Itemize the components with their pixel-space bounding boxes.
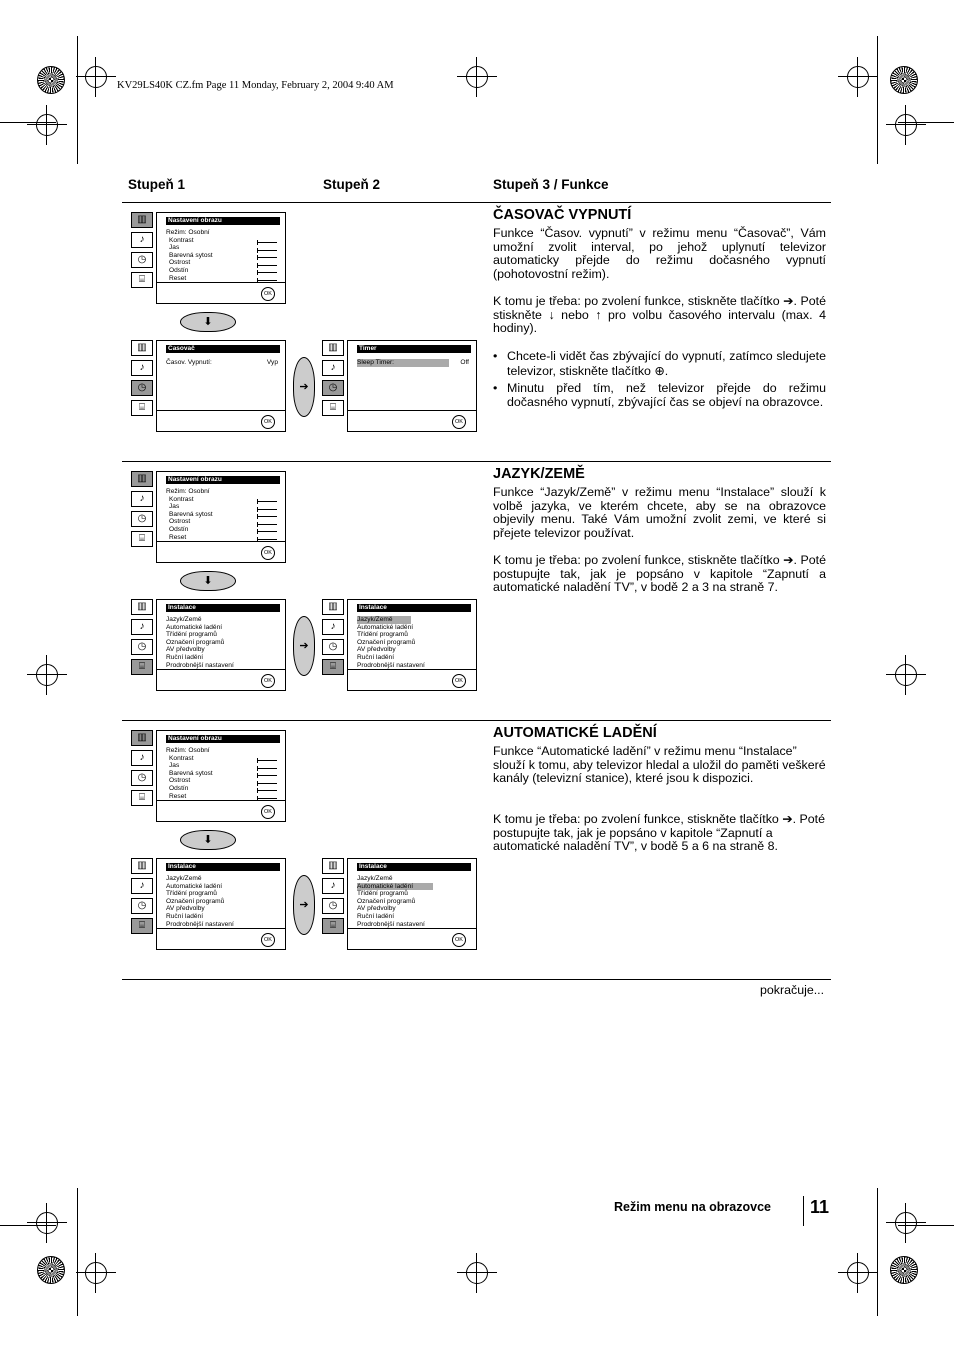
- menu-item-selected: Automatické ladění: [357, 883, 433, 891]
- menu-screen-timer-selected: [347, 340, 477, 432]
- section-paragraph: Funkce “Časov. vypnutí” v režimu menu “Časovač”, Vám umožní zvolit interval, po jehož uplynutí televizor automaticky přejde do režimu dočasného vypnutí (pohotovostní režim).: [493, 226, 826, 281]
- menu-item: Odstín: [169, 784, 189, 792]
- column-step1-heading: Stupeň 1: [128, 177, 186, 192]
- slider-icon: [257, 539, 277, 540]
- crop-mark: [77, 36, 78, 164]
- sound-menu-icon: ♪: [322, 619, 344, 635]
- slider-icon: [257, 265, 277, 266]
- section-divider: [122, 461, 831, 462]
- menu-title: Instalace: [166, 604, 280, 612]
- ok-icon: OK: [261, 805, 275, 819]
- menu-items: [357, 875, 433, 928]
- slider-icon: [257, 760, 277, 761]
- column-step2-heading: Stupeň 2: [323, 177, 381, 192]
- menu-item: Ostrost: [169, 518, 191, 526]
- menu-item: Reset: [169, 274, 187, 282]
- registration-disc-icon: [37, 1256, 65, 1284]
- continues-note: pokračuje...: [760, 983, 825, 997]
- menu-item: Jas: [169, 503, 180, 511]
- registration-target-icon: [847, 1262, 869, 1284]
- section-title: JAZYK/ZEMĚ: [493, 466, 585, 482]
- menu-item: Třídění programů: [357, 631, 408, 639]
- registration-target-icon: [36, 1212, 58, 1234]
- slider-icon: [257, 257, 277, 258]
- menu-item: Odstín: [169, 266, 189, 274]
- menu-item: Prodrobnější nastavení: [166, 920, 234, 928]
- registration-target-icon: [895, 114, 917, 136]
- ok-icon: OK: [452, 415, 466, 429]
- menu-icon-column: [131, 471, 153, 551]
- down-arrow-button-icon: ⬇: [180, 571, 236, 591]
- install-menu-icon: ⌸: [131, 659, 153, 675]
- registration-target-icon: [36, 114, 58, 136]
- bullet-list: [493, 349, 826, 412]
- install-menu-icon: ⌸: [322, 918, 344, 934]
- menu-item: Prodrobnější nastavení: [357, 920, 425, 928]
- menu-icon-column: [131, 858, 153, 938]
- registration-target-icon: [466, 1262, 488, 1284]
- section-paragraph: Funkce “Automatické ladění” v režimu menu “Instalace” slouží k tomu, aby televizor hledal a uložil do paměti veškeré kanály (televizní stanice), které jsou k dispozici.: [493, 744, 826, 786]
- slider-icon: [257, 783, 277, 784]
- menu-title: Timer: [357, 345, 471, 353]
- footer-section-name: Režim menu na obrazovce: [614, 1200, 771, 1214]
- down-arrow-button-icon: ⬇: [180, 312, 236, 332]
- section-title: AUTOMATICKÉ LADĚNÍ: [493, 725, 657, 741]
- picture-menu-icon: ▥: [131, 599, 153, 615]
- menu-item: Ruční ladění: [357, 912, 395, 920]
- menu-screen-install-autotune: [347, 858, 477, 950]
- menu-item: Režim: Osobní: [166, 229, 210, 236]
- slider-icon: [257, 790, 277, 791]
- menu-item: Třídění programů: [166, 890, 217, 898]
- menu-title: Instalace: [166, 863, 280, 871]
- right-arrow-button-icon: ➔: [293, 616, 315, 676]
- menu-item: Jazyk/Země: [166, 875, 202, 882]
- menu-icon-column: [131, 212, 153, 292]
- install-menu-icon: ⌸: [322, 400, 344, 416]
- section-paragraph: Funkce “Jazyk/Země” v režimu menu “Instalace” slouží k volbě jazyka, ve kterém chcete, aby se na obrazovce objevily menu. Také Vám umožní zvolit zemi, ve které si přejete televizor používat.: [493, 485, 826, 540]
- menu-screen-install: [156, 858, 286, 950]
- timer-menu-icon: ◷: [322, 639, 344, 655]
- menu-items: [357, 616, 425, 669]
- section-paragraph: K tomu je třeba: po zvolení funkce, stiskněte tlačítko ➔. Poté postupujte tak, jak je popsáno v kapitole “Zapnutí a automatické naladění TV”, v bodě 2 a 3 na straně 7.: [493, 553, 826, 595]
- install-menu-icon: ⌸: [131, 531, 153, 547]
- slider-icon: [257, 768, 277, 769]
- menu-item: Prodrobnější nastavení: [357, 661, 425, 669]
- menu-title: Instalace: [357, 863, 471, 871]
- install-menu-icon: ⌸: [322, 659, 344, 675]
- registration-target-icon: [847, 66, 869, 88]
- timer-menu-icon: ◷: [322, 898, 344, 914]
- registration-target-icon: [85, 1262, 107, 1284]
- ok-icon: OK: [261, 674, 275, 688]
- menu-title: Nastavení obrazu: [166, 735, 280, 743]
- menu-items: [166, 875, 234, 928]
- install-menu-icon: ⌸: [131, 272, 153, 288]
- menu-items: [166, 616, 234, 669]
- menu-screen-install-language: [347, 599, 477, 691]
- picture-menu-icon: ▥: [131, 212, 153, 228]
- menu-item: Třídění programů: [357, 890, 408, 898]
- slider-icon: [257, 775, 277, 776]
- registration-target-icon: [895, 1212, 917, 1234]
- registration-target-icon: [466, 66, 488, 88]
- install-menu-icon: ⌸: [131, 790, 153, 806]
- timer-menu-icon: ◷: [131, 511, 153, 527]
- registration-disc-icon: [37, 66, 65, 94]
- menu-item: Kontrast: [169, 754, 194, 762]
- menu-item: Automatické ladění: [166, 623, 223, 631]
- sound-menu-icon: ♪: [131, 491, 153, 507]
- picture-menu-icon: ▥: [322, 858, 344, 874]
- menu-item: Třídění programů: [166, 631, 217, 639]
- slider-icon: [257, 272, 277, 273]
- registration-disc-icon: [890, 1256, 918, 1284]
- menu-item: AV předvolby: [357, 905, 396, 913]
- picture-menu-icon: ▥: [131, 858, 153, 874]
- install-menu-icon: ⌸: [131, 918, 153, 934]
- menu-item: Jazyk/Země: [166, 616, 202, 623]
- menu-item: Barevná sytost: [169, 510, 213, 518]
- timer-menu-icon: ◷: [131, 898, 153, 914]
- timer-menu-icon: ◷: [322, 380, 344, 396]
- footer-divider: [803, 1196, 804, 1226]
- registration-target-icon: [895, 664, 917, 686]
- menu-title: Časovač: [166, 345, 280, 353]
- menu-screen-picture: [156, 730, 286, 822]
- ok-icon: OK: [261, 287, 275, 301]
- slider-icon: [257, 524, 277, 525]
- menu-item: Ostrost: [169, 777, 191, 785]
- registration-target-icon: [85, 66, 107, 88]
- menu-item: AV předvolby: [357, 646, 396, 654]
- picture-menu-icon: ▥: [131, 730, 153, 746]
- section-title: ČASOVAČ VYPNUTÍ: [493, 207, 632, 223]
- slider-icon: [257, 531, 277, 532]
- sound-menu-icon: ♪: [322, 878, 344, 894]
- menu-items: [166, 488, 213, 541]
- menu-icon-column: [131, 730, 153, 810]
- section-divider: [122, 202, 831, 203]
- registration-disc-icon: [890, 66, 918, 94]
- section-paragraph: K tomu je třeba: po zvolení funkce, stiskněte tlačítko ➔. Poté stiskněte ↓ nebo ↑ pro volbu časového intervalu (max. 4 hodiny).: [493, 294, 826, 336]
- right-arrow-button-icon: ➔: [293, 357, 315, 417]
- menu-item-selected: Jazyk/Země: [357, 616, 411, 624]
- menu-item: Režim: Osobní: [166, 747, 210, 754]
- section-paragraph: K tomu je třeba: po zvolení funkce, stiskněte tlačítko ➔. Poté postupujte tak, jak je popsáno v kapitole “Zapnutí a automatické naladění TV”, v bodě 5 a 6 na straně 8.: [493, 812, 826, 854]
- section-divider: [122, 720, 831, 721]
- timer-menu-icon: ◷: [131, 252, 153, 268]
- right-arrow-button-icon: ➔: [293, 875, 315, 935]
- menu-item: Označení programů: [357, 897, 416, 905]
- crop-mark: [877, 1188, 878, 1316]
- registration-target-icon: [36, 664, 58, 686]
- menu-icon-column: [322, 340, 344, 420]
- timer-row-value: Off: [460, 359, 469, 366]
- timer-row-label: Časov. Vypnutí:: [166, 359, 212, 366]
- picture-menu-icon: ▥: [322, 340, 344, 356]
- menu-item: Označení programů: [166, 638, 225, 646]
- bullet-item: • Chcete-li vidět čas zbývající do vypnutí, zatímco sledujete televizor, stiskněte tlačítko ⊕.: [493, 349, 826, 379]
- menu-item: Automatické ladění: [357, 623, 414, 631]
- menu-item: Jas: [169, 762, 180, 770]
- menu-item: Barevná sytost: [169, 769, 213, 777]
- section-divider: [122, 979, 831, 980]
- menu-item: Jas: [169, 244, 180, 252]
- slider-icon: [257, 509, 277, 510]
- timer-row-label: Sleep Timer:: [357, 359, 449, 367]
- menu-item: Ruční ladění: [357, 653, 395, 661]
- menu-items: [166, 747, 213, 800]
- menu-icon-column: [322, 858, 344, 938]
- column-step3-heading: Stupeň 3 / Funkce: [493, 177, 609, 192]
- menu-item: Režim: Osobní: [166, 488, 210, 495]
- picture-menu-icon: ▥: [322, 599, 344, 615]
- ok-icon: OK: [261, 546, 275, 560]
- menu-icon-column: [131, 340, 153, 420]
- menu-item: Ostrost: [169, 259, 191, 267]
- menu-item: Reset: [169, 792, 187, 800]
- ok-icon: OK: [261, 415, 275, 429]
- crop-mark: [77, 1188, 78, 1316]
- menu-item: Automatické ladění: [166, 882, 223, 890]
- file-header: KV29LS40K CZ.fm Page 11 Monday, February 2, 2004 9:40 AM: [117, 80, 394, 91]
- sound-menu-icon: ♪: [131, 878, 153, 894]
- menu-icon-column: [131, 599, 153, 679]
- slider-icon: [257, 242, 277, 243]
- slider-icon: [257, 250, 277, 251]
- picture-menu-icon: ▥: [131, 340, 153, 356]
- slider-icon: [257, 280, 277, 281]
- menu-screen-install: [156, 599, 286, 691]
- timer-row-value: Vyp: [266, 359, 278, 366]
- menu-title: Nastavení obrazu: [166, 476, 280, 484]
- menu-item: Ruční ladění: [166, 912, 204, 920]
- menu-item: Označení programů: [166, 897, 225, 905]
- menu-item: Odstín: [169, 525, 189, 533]
- sound-menu-icon: ♪: [131, 750, 153, 766]
- menu-item: Ruční ladění: [166, 653, 204, 661]
- menu-item: Kontrast: [169, 236, 194, 244]
- ok-icon: OK: [261, 933, 275, 947]
- slider-icon: [257, 516, 277, 517]
- slider-icon: [257, 501, 277, 502]
- menu-screen-timer: [156, 340, 286, 432]
- menu-item: AV předvolby: [166, 646, 205, 654]
- picture-menu-icon: ▥: [131, 471, 153, 487]
- menu-screen-picture: [156, 471, 286, 563]
- ok-icon: OK: [452, 674, 466, 688]
- down-arrow-button-icon: ⬇: [180, 830, 236, 850]
- menu-item: Prodrobnější nastavení: [166, 661, 234, 669]
- timer-menu-icon: ◷: [131, 639, 153, 655]
- menu-title: Instalace: [357, 604, 471, 612]
- timer-menu-icon: ◷: [131, 380, 153, 396]
- slider-icon: [257, 798, 277, 799]
- bullet-item: • Minutu před tím, než televizor přejde do režimu dočasného vypnutí, zbývající čas se objeví na obrazovce.: [493, 381, 826, 411]
- sound-menu-icon: ♪: [131, 232, 153, 248]
- install-menu-icon: ⌸: [131, 400, 153, 416]
- menu-item: Kontrast: [169, 495, 194, 503]
- menu-title: Nastavení obrazu: [166, 217, 280, 225]
- menu-item: AV předvolby: [166, 905, 205, 913]
- menu-item: Označení programů: [357, 638, 416, 646]
- sound-menu-icon: ♪: [131, 619, 153, 635]
- menu-screen-picture: [156, 212, 286, 304]
- timer-menu-icon: ◷: [131, 770, 153, 786]
- menu-icon-column: [322, 599, 344, 679]
- menu-items: [166, 229, 213, 282]
- sound-menu-icon: ♪: [131, 360, 153, 376]
- sound-menu-icon: ♪: [322, 360, 344, 376]
- menu-item: Barevná sytost: [169, 251, 213, 259]
- crop-mark: [877, 36, 878, 164]
- menu-item: Reset: [169, 533, 187, 541]
- page-number: 11: [810, 1197, 830, 1217]
- ok-icon: OK: [452, 933, 466, 947]
- menu-item: Jazyk/Země: [357, 875, 393, 882]
